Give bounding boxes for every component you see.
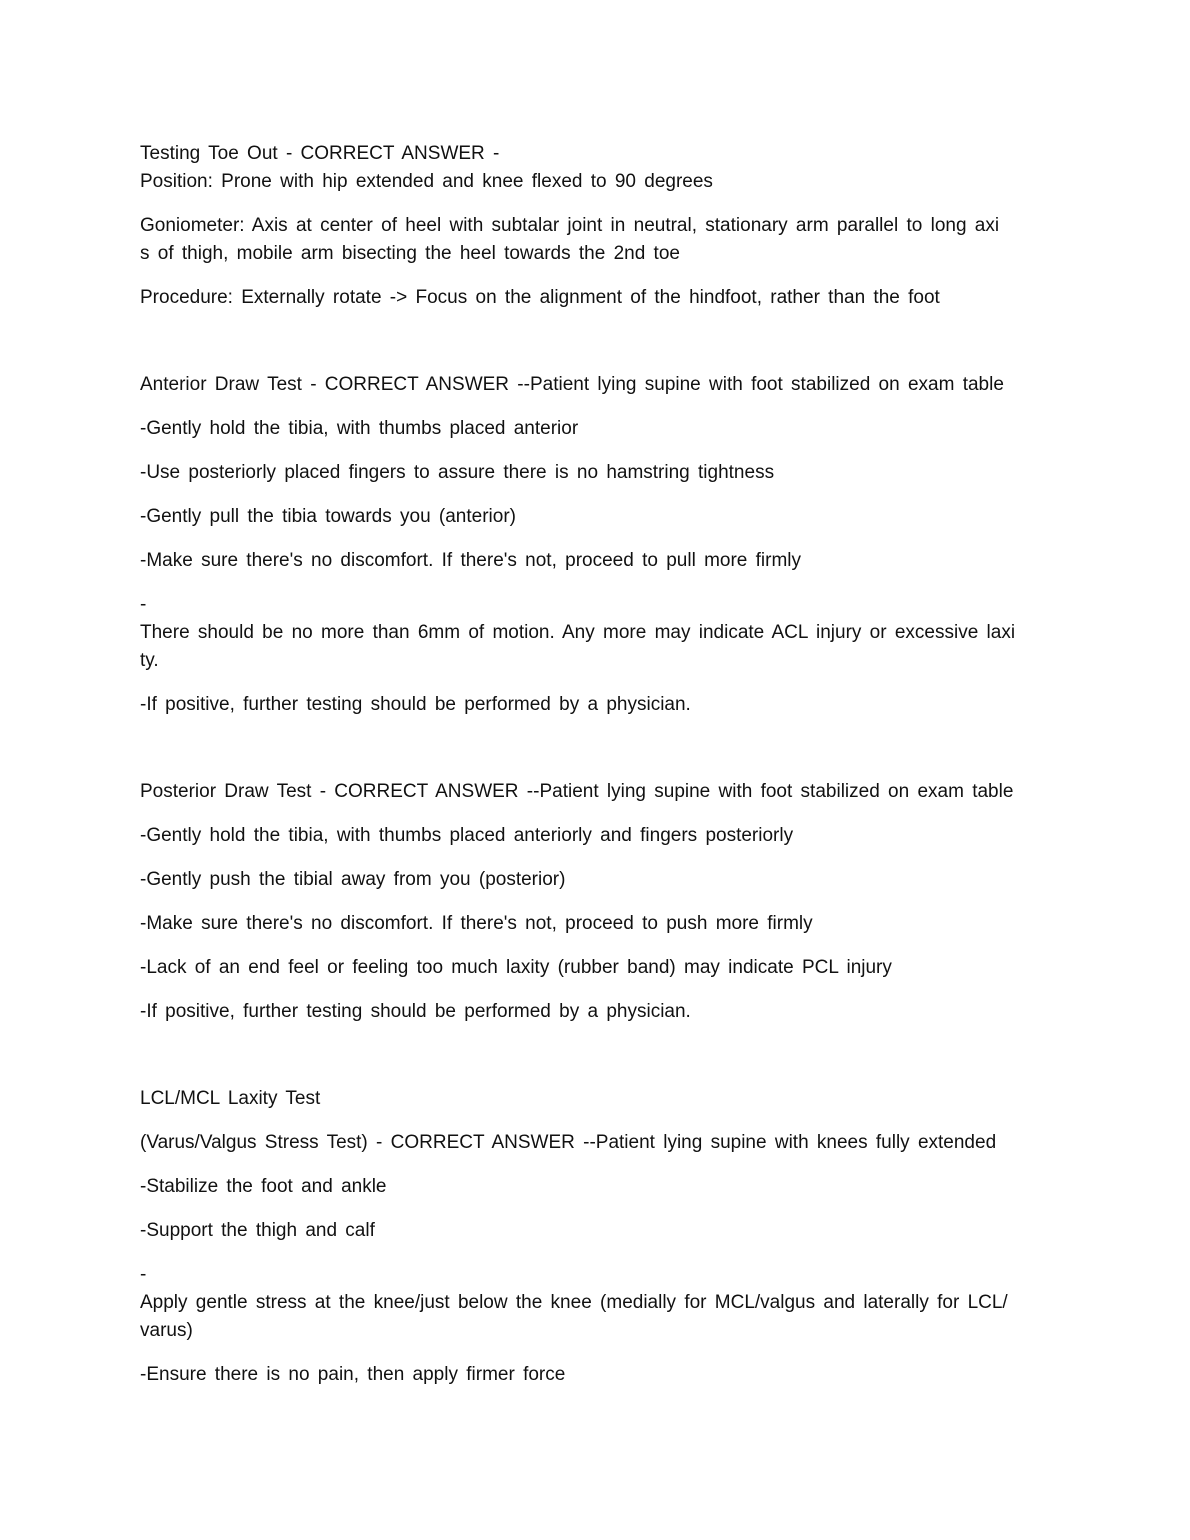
- document-page: [140, 140, 1048, 1389]
- section-heading: Posterior Draw Test - CORRECT ANSWER --Patient lying supine with foot stabilized on exam table: [140, 781, 1014, 802]
- text-line: Apply gentle stress at the knee/just below the knee (medially for MCL/valgus and laterally for LCL/: [140, 1292, 1008, 1313]
- text-line: ty.: [140, 650, 159, 671]
- text-line: Goniometer: Axis at center of heel with subtalar joint in neutral, stationary arm parallel to long axi: [140, 215, 1000, 236]
- text-line: -Gently pull the tibia towards you (anterior): [140, 506, 516, 527]
- section-anterior-draw-test: [140, 371, 1048, 719]
- section-posterior-draw-test: [140, 778, 1048, 1026]
- section-heading: Anterior Draw Test - CORRECT ANSWER --Patient lying supine with foot stabilized on exam table: [140, 374, 1004, 395]
- text-line: -Ensure there is no pain, then apply firmer force: [140, 1364, 566, 1385]
- text-line: -Support the thigh and calf: [140, 1220, 375, 1241]
- text-line: (Varus/Valgus Stress Test) - CORRECT ANSWER --Patient lying supine with knees fully extended: [140, 1132, 997, 1153]
- section-heading: Testing Toe Out - CORRECT ANSWER -: [140, 143, 500, 164]
- text-line: There should be no more than 6mm of motion. Any more may indicate ACL injury or excessive laxi: [140, 622, 1016, 643]
- section-heading: LCL/MCL Laxity Test: [140, 1088, 321, 1109]
- text-line: -Lack of an end feel or feeling too much laxity (rubber band) may indicate PCL injury: [140, 957, 892, 978]
- text-line: -Gently hold the tibia, with thumbs placed anterior: [140, 418, 579, 439]
- text-line: varus): [140, 1320, 193, 1341]
- text-line: -: [140, 1264, 147, 1285]
- text-line: -Gently hold the tibia, with thumbs placed anteriorly and fingers posteriorly: [140, 825, 794, 846]
- text-line: -If positive, further testing should be performed by a physician.: [140, 694, 691, 715]
- text-line: -Make sure there's no discomfort. If there's not, proceed to pull more firmly: [140, 550, 802, 571]
- section-lcl-mcl-laxity-test: [140, 1085, 1048, 1389]
- text-line: Procedure: Externally rotate -> Focus on the alignment of the hindfoot, rather than the foot: [140, 287, 940, 308]
- text-line: Position: Prone with hip extended and knee flexed to 90 degrees: [140, 171, 713, 192]
- text-line: -Make sure there's no discomfort. If there's not, proceed to push more firmly: [140, 913, 813, 934]
- text-line: -Gently push the tibial away from you (posterior): [140, 869, 566, 890]
- section-testing-toe-out: [140, 140, 1048, 312]
- text-line: -Use posteriorly placed fingers to assure there is no hamstring tightness: [140, 462, 775, 483]
- text-line: s of thigh, mobile arm bisecting the heel towards the 2nd toe: [140, 243, 680, 264]
- text-line: -If positive, further testing should be performed by a physician.: [140, 1001, 691, 1022]
- text-line: -Stabilize the foot and ankle: [140, 1176, 387, 1197]
- text-line: -: [140, 594, 147, 615]
